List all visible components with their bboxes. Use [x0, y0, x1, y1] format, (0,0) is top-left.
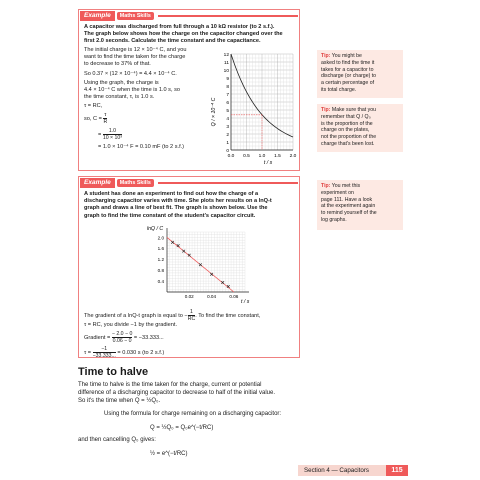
formula-discharge: Q = ½Q₀ = Q₀e^(−t/RC) — [150, 425, 214, 431]
y-tick-label: 0.8 — [157, 267, 164, 273]
example-header-2 — [80, 178, 154, 188]
fraction-capacitance: $\frac{1.0}{\text{10 × 10³}}$ — [102, 127, 123, 141]
fraction-tau: $\frac{-1}{-33.333...}$ — [92, 346, 116, 360]
y-tick-label: 5 — [226, 108, 229, 114]
y-tick-label: 1.6 — [157, 246, 164, 252]
header-rule — [158, 182, 298, 184]
y-tick-label: 10 — [223, 68, 229, 74]
formula-half: ½ = e^(−t/RC) — [150, 451, 188, 457]
section-heading: Time to halve — [78, 366, 149, 378]
y-tick-label: 12 — [223, 52, 229, 58]
x-tick-label: 2.0 — [289, 154, 297, 159]
y-tick-label: 8 — [226, 84, 229, 90]
x-tick-label: 0.0 — [227, 154, 235, 159]
tip-box-1: Tip: You might be asked to find the time it takes for a capacitor to discharge (or charge) to a certain percentage of its total charge. — [317, 50, 403, 98]
working-2: The gradient of a lnQ-t graph is equal to − $\frac{1}{RC}$ . To find the time constant, τ = RC, you divide −1 by the gradient. Gradient = $\frac{- 2.0 - 0}{0.06 - 0}$ = −33.333... τ = $\frac{-1}{-33.333...}$ = 0.030 s (to 2 s.f.) — [84, 309, 261, 360]
page-number: 115 — [386, 465, 408, 476]
y-tick-label: 1.2 — [157, 257, 164, 263]
formula-intro: Using the formula for charge remaining on a discharging capacitor: — [104, 411, 282, 417]
maths-skills-badge: Maths Skills — [117, 12, 154, 20]
maths-skills-badge: Maths Skills — [117, 179, 154, 187]
x-tick-label: 1.0 — [258, 154, 266, 159]
fraction-gradient: $\frac{- 2.0 - 0}{0.06 - 0}$ — [111, 331, 133, 345]
x-axis-label: t / s — [263, 160, 273, 166]
example-label: Example — [80, 11, 115, 21]
x-tick-label: 0.04 — [207, 294, 217, 299]
lnq-time-graph — [145, 224, 255, 306]
section-body: The time to halve is the time taken for the charge, current or potential difference of a discharging capacitor to decrease to half of the initial value. So it's the time when Q = ½Q₀. — [78, 382, 276, 404]
question-2: A student has done an experiment to find out how the charge of a discharging capacitor varies with time. She plots her results on a lnQ-t graph and draws a line of best fit. The graph is shown below. Use the graph to find the time constant of the student's capacitor circuit. — [84, 191, 272, 219]
y-tick-label: 4 — [226, 116, 229, 122]
x-tick-label: 0.06 — [229, 294, 239, 299]
fraction-one-over-rc: $\frac{1}{RC}$ — [187, 309, 196, 322]
x-axis-label: t / s — [241, 299, 250, 305]
x-tick-label: 0.02 — [184, 294, 194, 299]
x-tick-label: 0.5 — [243, 154, 250, 159]
y-tick-label: 2 — [226, 132, 229, 138]
tip-box-2: Tip: Make sure that you remember that Q / Q₀ is the proportion of the charge on the plates, not the proportion of the charge that's been lost. — [317, 104, 403, 152]
fraction-tau-r: $\frac{\tau}{R}$ — [103, 111, 108, 125]
y-tick-label: 2.0 — [157, 235, 164, 241]
example-label: Example — [80, 178, 115, 188]
y-tick-label: 0.4 — [157, 278, 164, 284]
y-tick-label: 9 — [226, 76, 229, 82]
working-1: The initial charge is 12 × 10⁻⁴ C, and you want to find the time taken for the charge to decrease to 37% of that. So 0.37 × (12 × 10⁻⁴) = 4.4 × 10⁻⁴ C. Using the graph, the charge is 4.4 × 10⁻⁴ C when the time is 1.0 s, so the time constant, τ, is 1.0 s. τ = RC, so, C = $\frac{\tau}{R}$ = $\frac{1.0}{\text{10 × 10³}}$ = 1.0 × 10⁻⁴ F = 0.10 mF (to 2 s.f.) — [84, 47, 187, 150]
y-tick-label: 1 — [226, 140, 229, 146]
y-axis-label: Q / × 10⁻⁴ C — [211, 97, 217, 127]
header-rule — [158, 15, 298, 17]
question-1: A capacitor was discharged from full through a 10 kΩ resistor (to 2 s.f.). The graph below shows how the charge on the capacitor changed over the first 2.0 seconds. Calculate the time constant and the capacitance. — [84, 24, 283, 45]
tip-box-3: Tip: You met this experiment on page 111. Have a look at the experiment again to remind yourself of the log graphs. — [317, 180, 403, 230]
footer-section: Section 4 — Capacitors — [304, 467, 369, 474]
y-tick-label: 7 — [226, 92, 229, 98]
formula-then: and then cancelling Q₀ gives: — [78, 437, 156, 443]
charge-time-graph — [205, 48, 305, 166]
y-tick-label: 11 — [224, 60, 229, 66]
x-tick-label: 1.5 — [274, 154, 281, 159]
y-axis-label: lnQ / C — [147, 226, 164, 232]
example-header-1 — [80, 11, 154, 21]
y-tick-label: 0 — [226, 148, 229, 154]
y-tick-label: 6 — [226, 100, 229, 106]
y-tick-label: 3 — [226, 124, 229, 130]
